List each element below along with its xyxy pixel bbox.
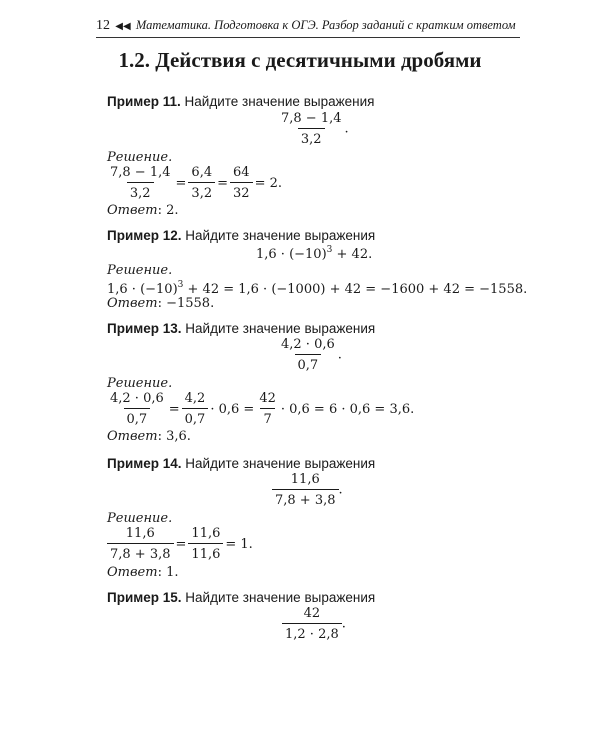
task-text: Найдите значение выражения xyxy=(185,590,376,605)
fraction: $\frac{11,6}{11,6}$ xyxy=(188,526,223,562)
answer-label: Ответ xyxy=(107,296,158,311)
task-text: Найдите значение выражения xyxy=(184,94,375,109)
header-marker-icon: ◀◀ xyxy=(115,21,131,32)
solution-label: Решение. xyxy=(107,511,173,526)
fraction: $\frac{64}{32}$ xyxy=(230,165,253,201)
fraction: $\frac{11,6}{7,8 + 3,8}$ xyxy=(107,526,174,562)
answer-label: Ответ xyxy=(107,203,158,218)
example-14-expression: $\frac{11,6}{7,8 + 3,8}$ . xyxy=(272,472,343,508)
example-label: Пример 14. xyxy=(107,456,182,471)
solution-label: Решение. xyxy=(107,150,173,165)
example-13-expression: $\frac{4,2 \cdot 0,6}{0,7}$ . xyxy=(278,337,342,373)
section-title: 1.2. Действия с десятичными дробями xyxy=(118,48,482,72)
fraction: $\frac{4,2}{0,7}$ xyxy=(182,391,209,427)
fraction: $\frac{6,4}{3,2}$ xyxy=(188,165,215,201)
example-13-solution: $\frac{4,2 \cdot 0,6}{0,7}$ = $\frac{4,2}{0,7}$ · 0,6 = $\frac{42}{7}$ · 0,6 = 6 · 0,6 = 3,6. xyxy=(107,391,416,427)
fraction: $\frac{7,8 - 1,4}{3,2}$ xyxy=(281,111,342,147)
example-11-expression: $\frac{7,8 - 1,4}{3,2}$ . xyxy=(278,111,349,147)
example-11-answer: Ответ: 2. xyxy=(107,203,179,218)
running-title: Математика. Подготовка к ОГЭ. Разбор заданий с кратким ответом xyxy=(135,18,516,32)
example-label: Пример 15. xyxy=(107,590,182,605)
example-11-solution: $\frac{7,8 - 1,4}{3,2}$ = $\frac{6,4}{3,2}$ = $\frac{64}{32}$ = 2. xyxy=(107,165,284,201)
example-15-expression: $\frac{42}{1,2 \cdot 2,8}$ . xyxy=(282,606,346,642)
example-15-statement xyxy=(107,590,375,605)
solution-label: Решение. xyxy=(107,376,173,391)
solution-label: Решение. xyxy=(107,263,173,278)
example-12-statement xyxy=(107,228,375,243)
example-13-answer: Ответ: 3,6. xyxy=(107,429,191,444)
answer-label: Ответ xyxy=(107,565,158,580)
task-text: Найдите значение выражения xyxy=(185,456,376,471)
fraction: $\frac{42}{7}$ xyxy=(259,391,276,427)
running-header xyxy=(96,17,520,38)
page-number: 12 xyxy=(96,18,110,33)
fraction: $\frac{4,2 \cdot 0,6}{0,7}$ xyxy=(110,391,164,427)
example-11-statement xyxy=(107,94,374,109)
example-label: Пример 13. xyxy=(107,321,182,336)
example-12-expression: $1,6 \cdot (-10)^3 + 42$. xyxy=(256,245,373,262)
example-14-statement xyxy=(107,456,375,471)
task-text: Найдите значение выражения xyxy=(185,321,376,336)
task-text: Найдите значение выражения xyxy=(185,228,376,243)
example-13-statement xyxy=(107,321,375,336)
example-14-solution: $\frac{11,6}{7,8 + 3,8}$ = $\frac{11,6}{11,6}$ = 1. xyxy=(107,526,255,562)
answer-label: Ответ xyxy=(107,429,158,444)
fraction: $\frac{42}{1,2 \cdot 2,8}$ xyxy=(282,606,342,642)
fraction: $\frac{7,8 - 1,4}{3,2}$ xyxy=(110,165,171,201)
example-12-solution: $1,6 \cdot (-10)^3 + 42 = 1,6 \cdot (-1000) + 42 = -1600 + 42 = -1558$. xyxy=(107,280,528,297)
fraction: $\frac{11,6}{7,8 + 3,8}$ xyxy=(272,472,339,508)
example-14-answer: Ответ: 1. xyxy=(107,565,179,580)
example-12-answer: Ответ: −1558. xyxy=(107,296,215,311)
fraction: $\frac{4,2 \cdot 0,6}{0,7}$ xyxy=(281,337,335,373)
example-label: Пример 12. xyxy=(107,228,182,243)
example-label: Пример 11. xyxy=(107,94,181,109)
